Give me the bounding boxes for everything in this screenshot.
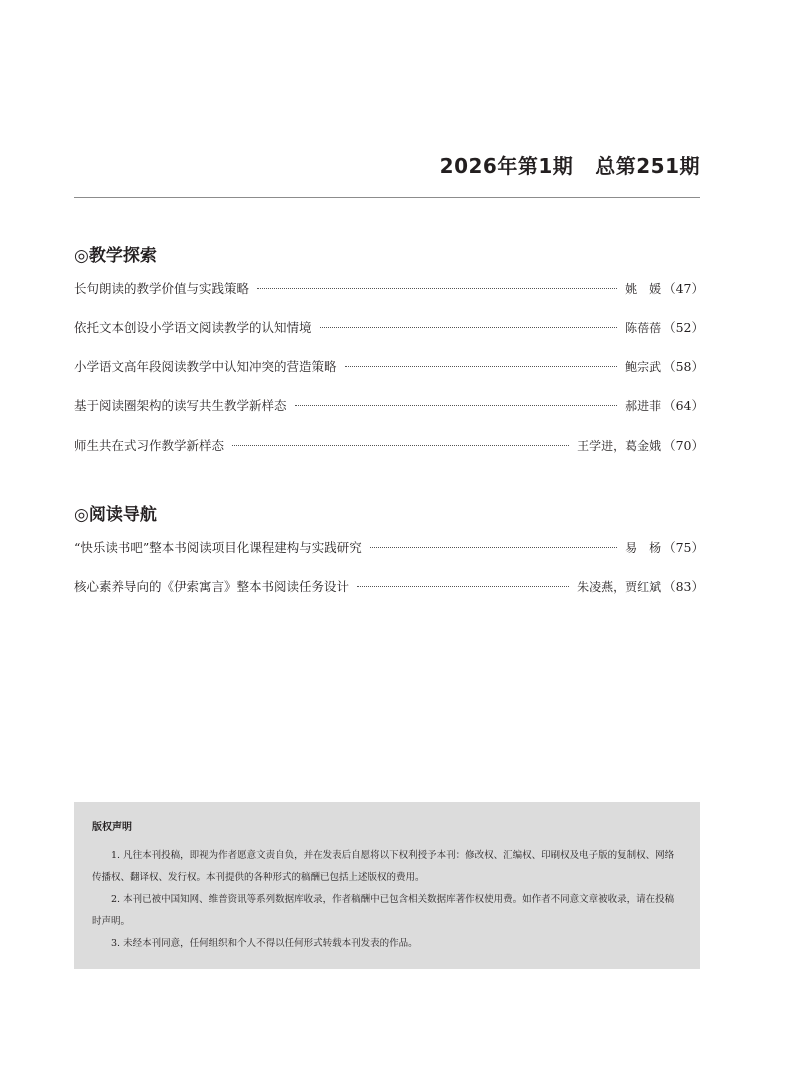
toc-entry-title: 师生共在式习作教学新样态 — [74, 438, 225, 453]
toc-entry-title: 长句朗读的教学价值与实践策略 — [74, 281, 250, 296]
toc-entry-title: “快乐读书吧”整本书阅读项目化课程建构与实践研究 — [74, 540, 362, 555]
copyright-notice-box — [74, 802, 700, 969]
section-title-reading-navigation: ◎阅读导航 — [74, 505, 157, 525]
toc-entry-title: 核心素养导向的《伊索寓言》整本书阅读任务设计 — [74, 579, 350, 594]
toc-entry-title: 依托文本创设小学语文阅读教学的认知情境 — [74, 320, 312, 335]
toc-entry-author: 鲍宗武 — [625, 360, 662, 374]
issue-label: 2026年第1期 — [439, 154, 574, 178]
issue-number — [440, 150, 700, 179]
toc-entry[interactable] — [74, 357, 704, 377]
copyright-title: 版权声明 — [92, 822, 132, 833]
toc-entry-author: 王学进，葛金娥 — [577, 439, 662, 453]
copyright-paragraph: 3. 未经本刊同意，任何组织和个人不得以任何形式转载本刊发表的作品。 — [111, 938, 418, 949]
toc-entry-title: 基于阅读圈架构的读写共生教学新样态 — [74, 398, 287, 413]
toc-entry-page: （75） — [663, 540, 704, 555]
copyright-paragraph: 2. 本刊已被中国知网、维普资讯等系列数据库收录，作者稿酬中已包含相关数据库著作权使用费。如作者不同意文章被收录，请在投稿时声明。 — [92, 894, 675, 927]
toc-entry-page: （70） — [663, 438, 704, 453]
toc-entry[interactable] — [74, 318, 704, 338]
section-title-teaching-exploration: ◎教学探索 — [74, 246, 157, 266]
toc-entry-page: （83） — [663, 579, 704, 594]
toc-entry-author: 朱凌燕，贾红斌 — [577, 580, 662, 594]
toc-entry-page: （64） — [663, 398, 704, 413]
toc-entry[interactable] — [74, 396, 704, 416]
toc-leader-dots — [345, 366, 618, 367]
toc-entry[interactable] — [74, 436, 704, 456]
toc-leader-dots — [257, 288, 617, 289]
toc-leader-dots — [320, 327, 618, 328]
toc-leader-dots — [232, 445, 569, 446]
header-divider — [74, 197, 700, 198]
toc-entry-page: （47） — [663, 281, 704, 296]
toc-leader-dots — [357, 586, 569, 587]
toc-leader-dots — [295, 405, 618, 406]
toc-entry-title: 小学语文高年段阅读教学中认知冲突的营造策略 — [74, 359, 337, 374]
toc-entry[interactable] — [74, 279, 704, 299]
total-issue-label: 总第251期 — [595, 154, 700, 178]
toc-entry-author: 易 杨 — [625, 541, 662, 555]
toc-entry-page: （52） — [663, 320, 704, 335]
toc-entry[interactable] — [74, 577, 704, 597]
copyright-paragraph: 1. 凡往本刊投稿，即视为作者愿意文责自负，并在发表后自愿将以下权利授予本刊：修改权、汇编权、印刷权及电子版的复制权、网络传播权、翻译权、发行权。本刊提供的各种形式的稿酬已包括上述版权的费用。 — [92, 850, 675, 883]
toc-entry-page: （58） — [663, 359, 704, 374]
toc-leader-dots — [370, 547, 617, 548]
toc-entry-author: 陈蓓蓓 — [625, 321, 662, 335]
toc-entry[interactable] — [74, 538, 704, 558]
toc-entry-author: 郝进菲 — [625, 399, 662, 413]
toc-entry-author: 姚 媛 — [625, 282, 662, 296]
